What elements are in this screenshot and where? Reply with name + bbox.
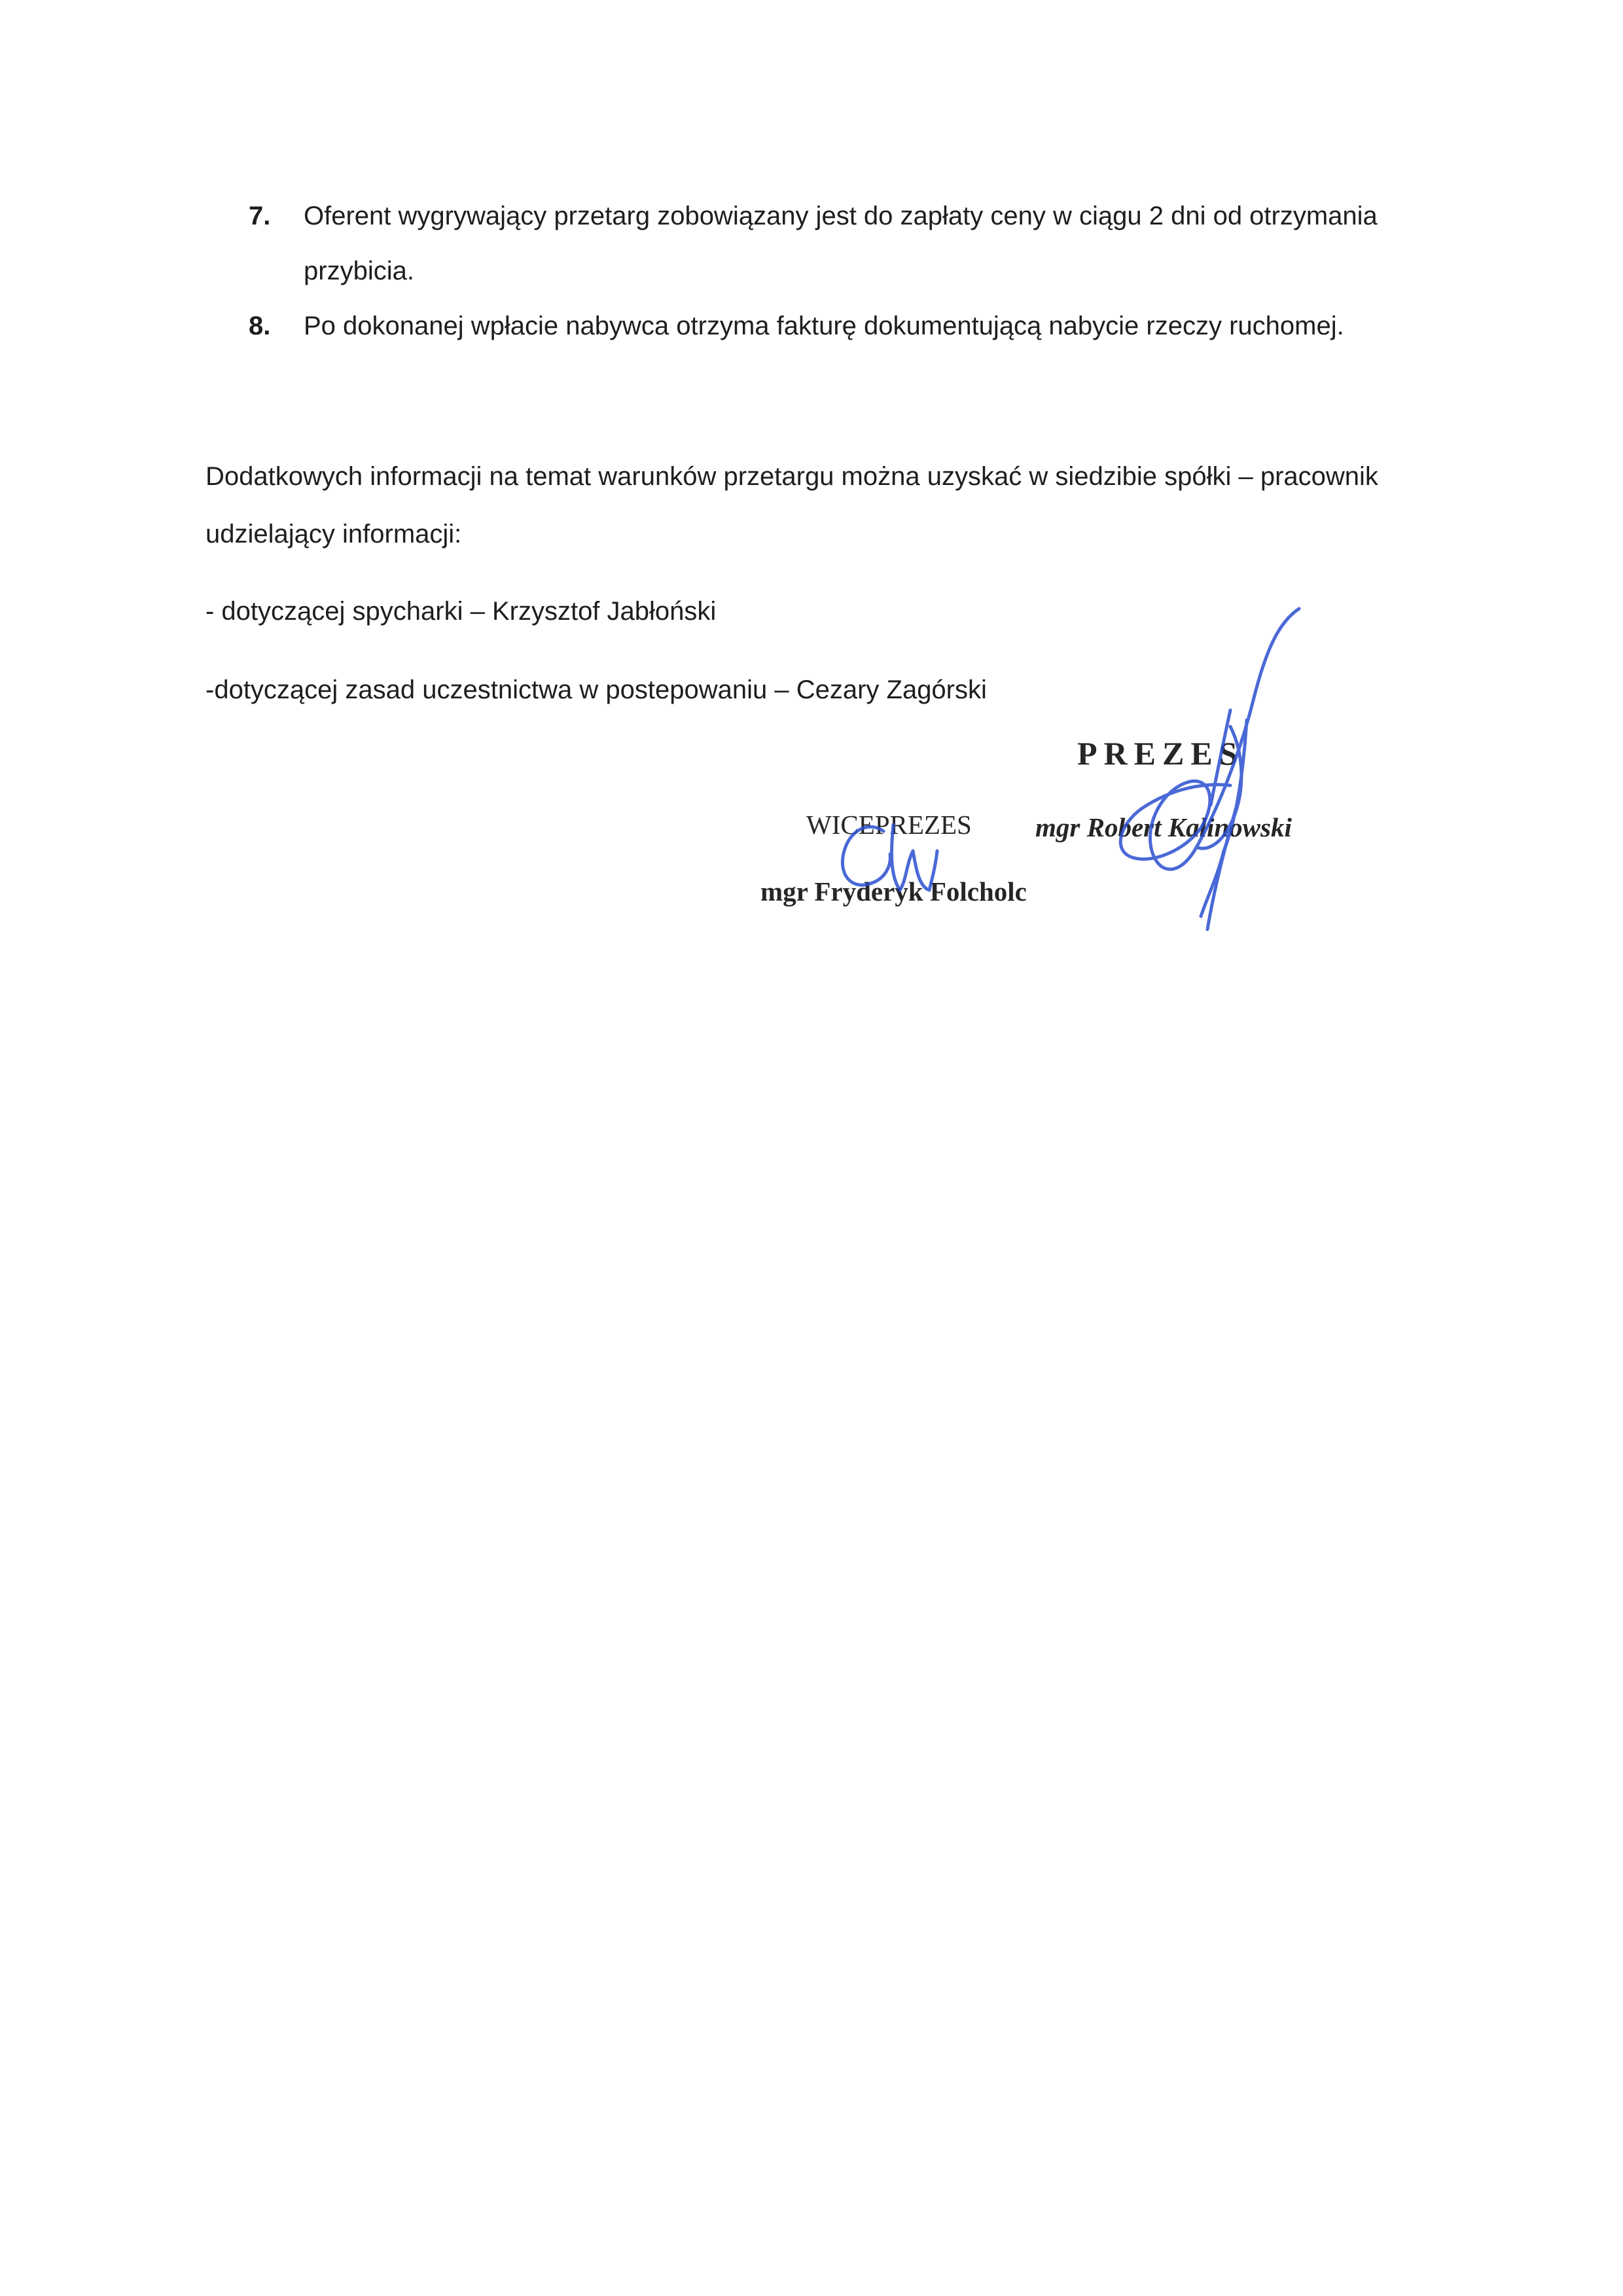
vice-president-name: mgr Fryderyk Folcholc [760,876,1027,906]
president-signature-stroke [1120,609,1299,869]
vice-president-signature-stroke [842,827,890,885]
contact-line: - dotyczącej spycharki – Krzysztof Jabłoński [205,597,717,626]
president-signature-stroke [1198,710,1241,848]
info-paragraph: Dodatkowych informacji na temat warunków przetargu można uzyskać w siedzibie spółki – pracownik udzielający informacji: [205,462,1378,548]
contact-line: -dotyczącej zasad uczestnictwa w postepowaniu – Cezary Zagórski [205,675,987,704]
vice-president-signature-stroke [891,825,937,890]
item-number: 7. [249,202,271,230]
item-number: 8. [249,312,271,340]
item-text: Oferent wygrywający przetarg zobowiązany jest do zapłaty ceny w ciągu 2 dni od otrzymania przybicia. [304,202,1378,285]
president-signature-stroke [1207,805,1237,929]
vice-president-title: WICEPREZES [806,810,972,840]
item-text: Po dokonanej wpłacie nabywca otrzyma fakturę dokumentującą nabycie rzeczy ruchomej. [304,312,1344,340]
president-name: mgr Robert Kalinowski [1035,812,1292,842]
president-title: PREZES [1077,735,1244,772]
